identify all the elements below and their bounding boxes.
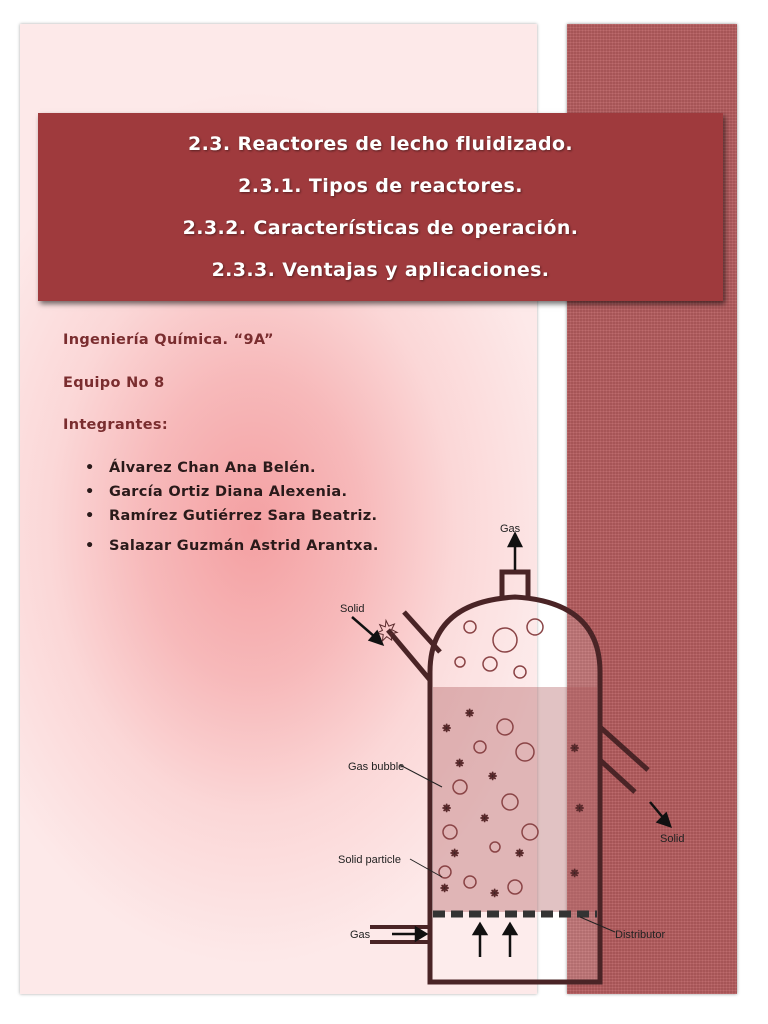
title-line-4: 2.3.3. Ventajas y aplicaciones.: [211, 259, 550, 281]
bullet-icon: •: [85, 484, 95, 500]
list-item: [85, 506, 379, 530]
bullet-icon: •: [85, 538, 95, 554]
list-item: [85, 536, 379, 560]
gas-bubble-label: Gas bubble: [348, 761, 405, 773]
title-line-1: 2.3. Reactores de lecho fluidizado.: [187, 133, 574, 155]
list-item: [85, 458, 379, 482]
title-line-3: 2.3.2. Características de operación.: [182, 217, 579, 239]
svg-text:✷: ✷: [488, 771, 498, 783]
svg-text:✷: ✷: [480, 813, 490, 825]
svg-text:✷: ✷: [490, 888, 500, 900]
member-name: García Ortiz Diana Alexenia.: [109, 484, 348, 500]
member-name: Álvarez Chan Ana Belén.: [109, 460, 316, 476]
solid-in-label: Solid: [340, 603, 365, 615]
member-name: Salazar Guzmán Astrid Arantxa.: [109, 538, 379, 554]
title-line-2: 2.3.1. Tipos de reactores.: [238, 175, 523, 197]
svg-text:✷: ✷: [515, 848, 525, 860]
svg-text:✷: ✷: [465, 708, 475, 720]
member-name: Ramírez Gutiérrez Sara Beatriz.: [109, 508, 378, 524]
solid-outlet-pipe: [600, 727, 648, 792]
svg-text:✷: ✷: [442, 803, 452, 815]
svg-text:✷: ✷: [575, 803, 585, 815]
career-label: Ingeniería Química. “9A”: [63, 332, 274, 348]
team-label: Equipo No 8: [63, 375, 165, 391]
svg-text:✷: ✷: [570, 868, 580, 880]
title-banner: [38, 113, 723, 301]
members-heading: Integrantes:: [63, 417, 168, 433]
gas-top-label: Gas: [500, 523, 521, 535]
members-list: [85, 458, 379, 560]
solid-particle-label: Solid particle: [338, 854, 401, 866]
svg-text:✷: ✷: [442, 723, 452, 735]
bullet-icon: •: [85, 460, 95, 476]
svg-text:✷: ✷: [450, 848, 460, 860]
svg-text:✷: ✷: [570, 743, 580, 755]
gas-outlet-neck: [502, 572, 528, 597]
gas-in-label: Gas: [350, 929, 371, 941]
svg-text:✷: ✷: [455, 758, 465, 770]
list-item: [85, 482, 379, 506]
solid-out-label: Solid: [660, 833, 685, 845]
bullet-icon: •: [85, 508, 95, 524]
svg-text:✷: ✷: [440, 883, 450, 895]
distributor-label: Distributor: [615, 929, 666, 941]
fluidized-bed-reactor-diagram: [330, 512, 690, 994]
